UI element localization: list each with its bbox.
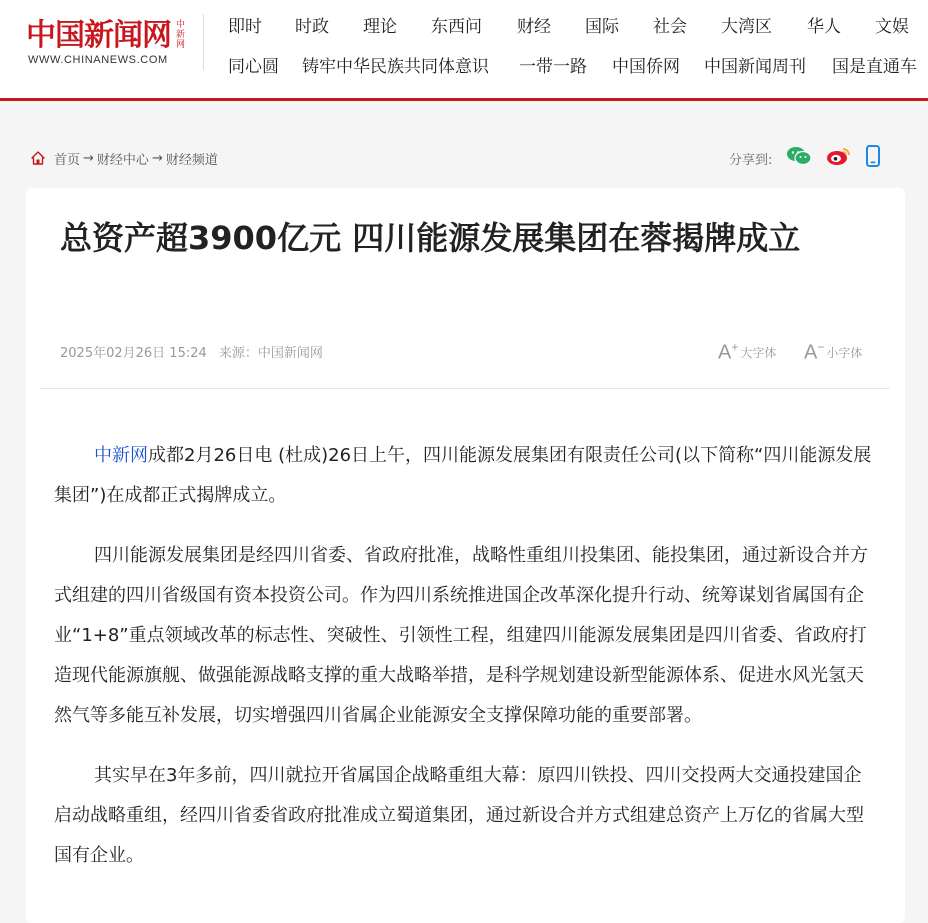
font-decrease-icon: A− [804,340,825,364]
breadcrumb-home[interactable]: 首页 [54,152,81,168]
wechat-icon[interactable] [786,146,812,170]
breadcrumb [30,147,218,169]
nav-item-dawanqu[interactable]: 大湾区 [721,17,772,37]
font-size-increase-button[interactable] [718,340,776,365]
article-title: 总资产超3900亿元 四川能源发展集团在蓉揭牌成立 [60,219,801,257]
font-increase-icon: A+ [718,340,739,364]
share-label: 分享到: [729,152,773,168]
nav-item-dongxiwen[interactable]: 东西问 [431,17,482,37]
logo-english-text: WWW.CHINANEWS.COM [28,54,168,66]
article-card [26,188,905,923]
font-increase-label: 大字体 [740,345,777,360]
paragraph-1-text: 成都2月26日电 (杜成)26日上午，四川能源发展集团有限责任公司(以下简称“四川能源发展集团”)在成都正式揭牌成立。 [54,445,872,506]
breadcrumb-arrow: → [83,150,94,166]
breadcrumb-arrow: → [151,150,163,166]
chinanews-link[interactable]: 中新网 [94,445,148,466]
article-date: 2025年02月26日 15:24 [60,346,207,361]
breadcrumb-level3[interactable]: 财经频道 [165,152,218,168]
site-logo[interactable] [26,16,196,76]
mobile-icon[interactable] [866,145,880,171]
nav-item-shizheng[interactable]: 时政 [295,17,329,37]
article-paragraph-1 [54,436,876,516]
breadcrumb-level2[interactable]: 财经中心 [96,152,149,168]
article-paragraph-2: 四川能源发展集团是经四川省委、省政府批准，战略性重组川投集团、能投集团，通过新设合并方式组建的四川省级国有资本投资公司。作为四川系统推进国企改革深化提升行动、统筹谋划省属国有企业“1+8”重点领域改革的标志性、突破性、引领性工程，组建四川能源发展集团是四川省委、省政府打造现代能源旗舰、做强能源战略支撑的重大战略举措，是科学规划建设新型能源体系、促进水风光氢天然气等多能互补发展，切实增强四川省属企业能源安全支撑保障功能的重要部署。 [54,545,868,726]
logo-chinese-text: 中国新闻网 [26,18,171,53]
nav-item-zhitongche[interactable]: 国是直通车 [832,57,917,77]
article-paragraph-3: 其实早在3年多前，四川就拉开省属国企战略重组大幕：原四川铁投、四川交投两大交通投建国企启动战略重组，经四川省委省政府批准成立蜀道集团，通过新设合并方式组建总资产上万亿的省属大型国有企业。 [54,765,864,866]
logo-small-text: 中新网 [176,20,186,50]
home-icon[interactable] [30,150,46,166]
nav-item-huaren[interactable]: 华人 [807,17,841,37]
nav-item-shehui[interactable]: 社会 [653,17,687,37]
nav-item-wenyu[interactable]: 文娱 [875,17,909,37]
nav-item-tongxinyuan[interactable]: 同心圆 [228,57,279,77]
nav-item-guoji[interactable]: 国际 [585,17,619,37]
site-header [0,0,928,101]
nav-item-jishi[interactable]: 即时 [228,17,262,37]
nav-item-zhoukan[interactable]: 中国新闻周刊 [704,57,806,77]
font-decrease-label: 小字体 [826,345,863,360]
meta-divider [40,388,890,389]
weibo-icon[interactable] [826,146,852,170]
share-bar [729,147,880,169]
article-source: 来源：中国新闻网 [218,346,323,361]
nav-divider [203,14,204,70]
font-size-decrease-button[interactable] [804,340,862,365]
nav-item-yidaiyilu[interactable]: 一带一路 [519,57,587,77]
nav-item-zhulao[interactable]: 铸牢中华民族共同体意识 [302,57,489,77]
article-body [54,436,876,896]
nav-item-caijing[interactable]: 财经 [517,17,551,37]
nav-item-lilun[interactable]: 理论 [363,17,397,37]
article-meta [60,342,331,361]
nav-item-qiaowang[interactable]: 中国侨网 [612,57,680,77]
